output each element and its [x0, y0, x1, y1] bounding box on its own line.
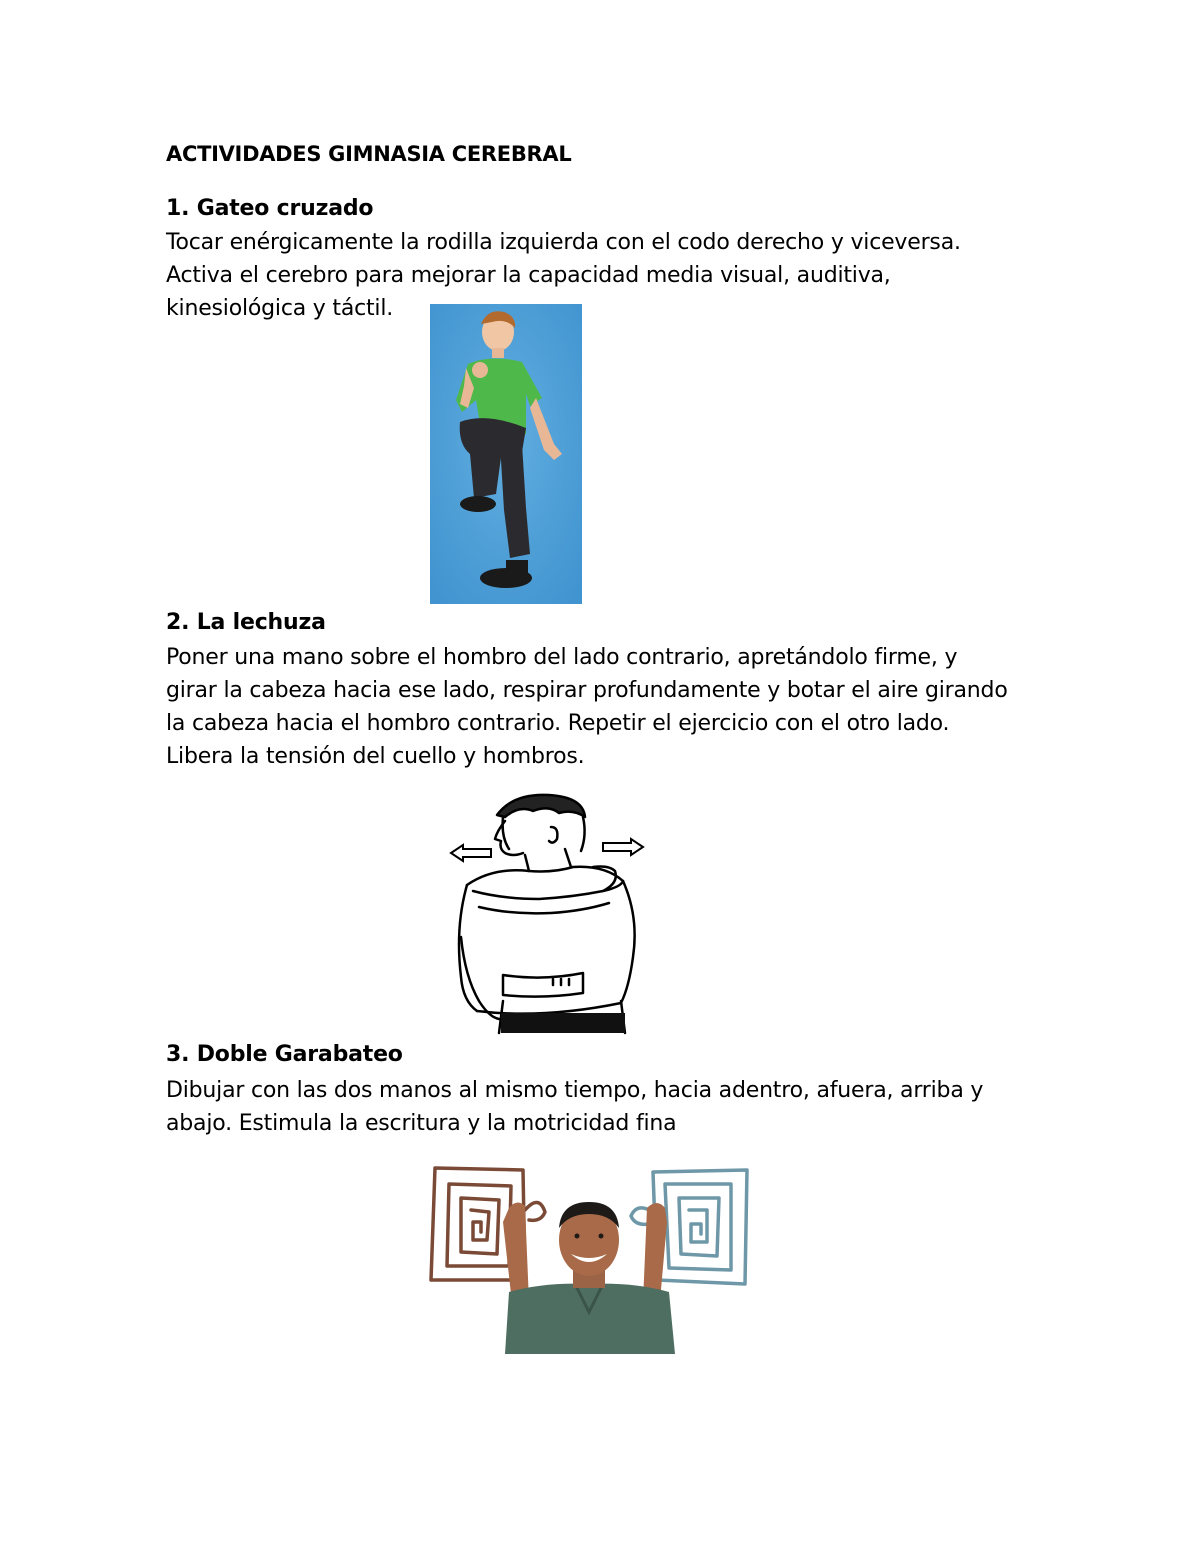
text-line: girar la cabeza hacia ese lado, respirar profundamente y botar el aire girando: [166, 678, 1008, 703]
text-line: Activa el cerebro para mejorar la capacidad media visual, auditiva,: [166, 263, 891, 288]
text-line: la cabeza hacia el hombro contrario. Repetir el ejercicio con el otro lado.: [166, 711, 950, 736]
text-line: Poner una mano sobre el hombro del lado contrario, apretándolo firme, y: [166, 645, 958, 670]
text-line: Tocar enérgicamente la rodilla izquierda con el codo derecho y viceversa.: [166, 230, 961, 255]
owl-exercise-sketch: [433, 787, 651, 1037]
section-text-la-lechuza: [166, 641, 1046, 773]
boy-cross-crawl-icon: [430, 304, 582, 604]
owl-exercise-icon: [433, 787, 651, 1037]
double-doodle-photo: [425, 1162, 755, 1354]
section-text-gateo-cruzado: [166, 226, 1046, 325]
text-line: kinesiológica y táctil.: [166, 296, 394, 321]
section-text-doble-garabateo: [166, 1074, 1046, 1140]
text-line: abajo. Estimula la escritura y la motricidad fina: [166, 1111, 677, 1136]
text-line: Libera la tensión del cuello y hombros.: [166, 744, 585, 769]
section-heading-gateo-cruzado: 1. Gateo cruzado: [166, 196, 374, 221]
document-title: ACTIVIDADES GIMNASIA CEREBRAL: [166, 142, 572, 166]
section-heading-doble-garabateo: 3. Doble Garabateo: [166, 1042, 403, 1067]
text-line: Dibujar con las dos manos al mismo tiempo, hacia adentro, afuera, arriba y: [166, 1078, 984, 1103]
double-doodle-icon: [425, 1162, 755, 1354]
section-heading-la-lechuza: 2. La lechuza: [166, 610, 326, 635]
boy-cross-crawl-photo: [430, 304, 582, 604]
